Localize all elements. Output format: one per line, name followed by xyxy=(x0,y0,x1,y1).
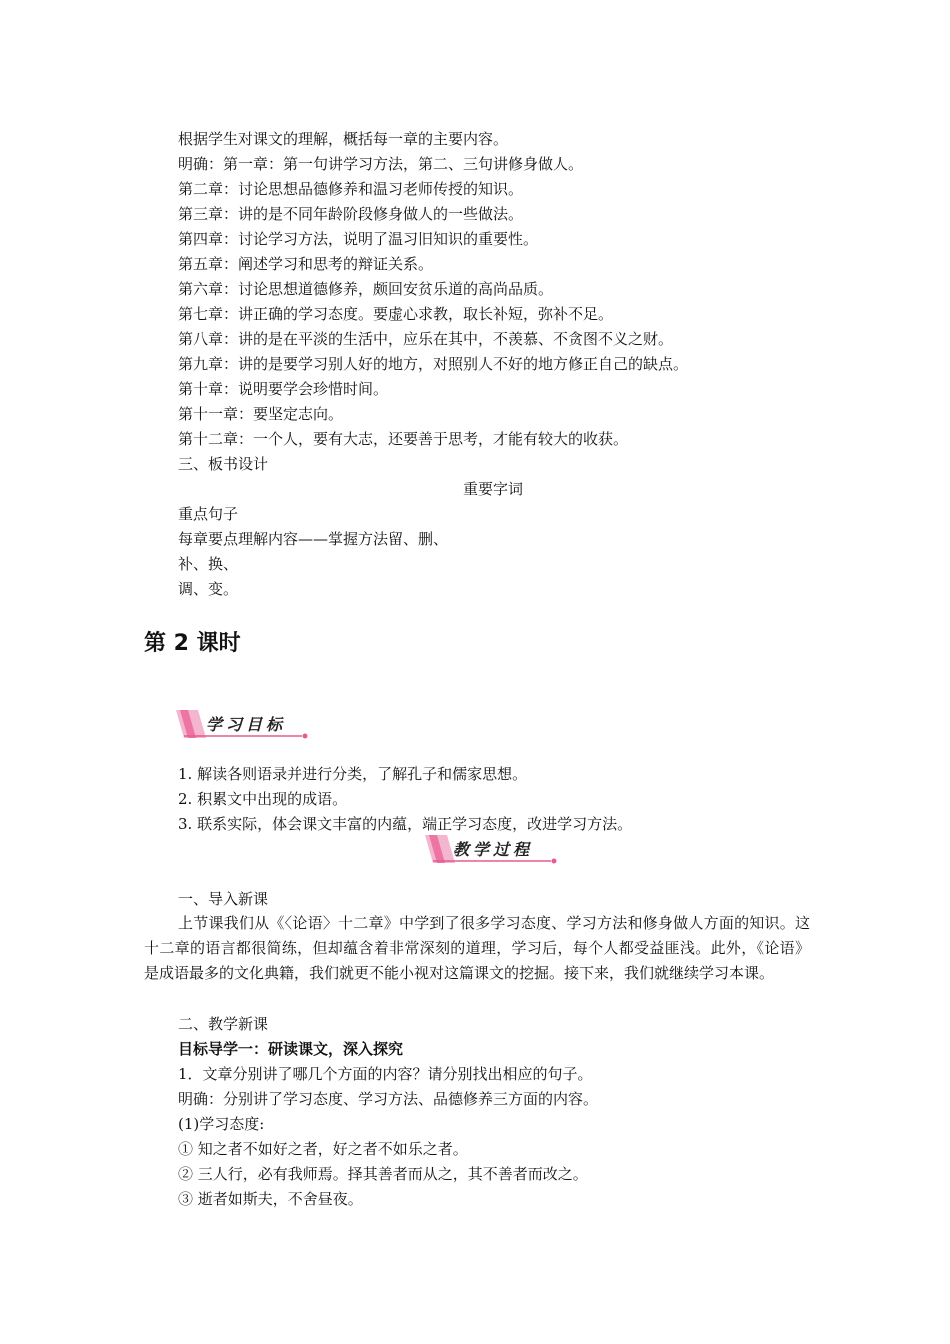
process-banner-label: 教学过程 xyxy=(453,840,534,859)
board-line: 补、换、 xyxy=(178,555,239,573)
summary-line: 第五章：阐述学习和思考的辩证关系。 xyxy=(178,255,434,273)
quote-item: ② 三人行，必有我师焉。择其善者而从之，其不善者而改之。 xyxy=(178,1165,588,1183)
summary-line: 第十章：说明要学会珍惜时间。 xyxy=(178,380,389,398)
step1-paragraph: 上节课我们从《〈论语〉十二章》中学到了很多学习态度、学习方法和修身做人方面的知识。这十二章的语言都很简练，但却蕴含着非常深刻的道理，学习后，每个人都受益匪浅。此外，《论语》是成语最多的文化典籍，我们就更不能小视对这篇课文的挖掘。接下来，我们就继续学习本课。 xyxy=(144,914,810,982)
summary-line: 第六章：讨论思想道德修养，颇回安贫乐道的高尚品质。 xyxy=(178,280,554,298)
goal-item: 3. 联系实际，体会课文丰富的内蕴，端正学习态度，改进学习方法。 xyxy=(178,815,633,833)
summary-line: 第七章：讲正确的学习态度。要虚心求教，取长补短，弥补不足。 xyxy=(178,305,614,323)
process-banner xyxy=(423,833,563,865)
question-1: 1．文章分别讲了哪几个方面的内容？请分别找出相应的句子。 xyxy=(178,1065,593,1083)
step2-heading: 二、教学新课 xyxy=(178,1015,269,1033)
summary-line: 第三章：讲的是不同年龄阶段修身做人的一些做法。 xyxy=(178,205,524,223)
summary-line: 第十一章：要坚定志向。 xyxy=(178,405,344,423)
goals-banner xyxy=(174,708,314,740)
quote-item: ① 知之者不如好之者，好之者不如乐之者。 xyxy=(178,1140,468,1158)
board-center-label: 重要字词 xyxy=(462,480,523,498)
summary-line: 第八章：讲的是在平淡的生活中，应乐在其中，不羡慕、不贪图不义之财。 xyxy=(178,330,674,348)
summary-line: 明确：第一章：第一句讲学习方法，第二、三句讲修身做人。 xyxy=(178,155,584,173)
summary-line: 第二章：讨论思想品德修养和温习老师传授的知识。 xyxy=(178,180,524,198)
goal-item: 1. 解读各则语录并进行分类，了解孔子和儒家思想。 xyxy=(178,765,528,783)
answer-1: 明确：分别讲了学习态度、学习方法、品德修养三方面的内容。 xyxy=(178,1090,599,1108)
summary-line: 第十二章：一个人，要有大志，还要善于思考，才能有较大的收获。 xyxy=(178,430,629,448)
goals-banner-label: 学习目标 xyxy=(206,715,287,734)
board-line: 调、变。 xyxy=(178,580,239,598)
summary-line: 第四章：讨论学习方法，说明了温习旧知识的重要性。 xyxy=(178,230,539,248)
guide1-title: 目标导学一：研读课文，深入探究 xyxy=(178,1040,404,1058)
summary-line: 第九章：讲的是要学习别人好的地方，对照别人不好的地方修正自己的缺点。 xyxy=(178,355,689,373)
board-line: 重点句子 xyxy=(178,505,239,523)
board-line: 每章要点理解内容——掌握方法留、删、 xyxy=(178,530,449,548)
quote-item: ③ 逝者如斯夫，不舍昼夜。 xyxy=(178,1190,363,1208)
step1-heading: 一、导入新课 xyxy=(178,890,269,908)
goal-item: 2. 积累文中出现的成语。 xyxy=(178,790,348,808)
summary-intro: 根据学生对课文的理解，概括每一章的主要内容。 xyxy=(178,130,509,148)
board-heading: 三、板书设计 xyxy=(178,455,269,473)
subheading-attitude: (1)学习态度: xyxy=(178,1115,265,1133)
lesson-title: 第 2 课时 xyxy=(144,631,241,656)
